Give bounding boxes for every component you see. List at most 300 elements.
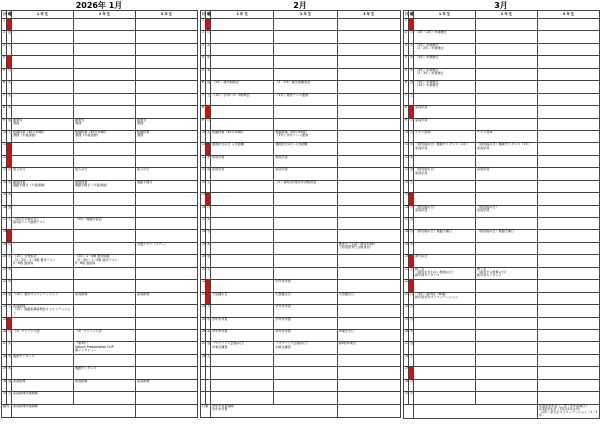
column-header: 3 年 生 [136, 11, 198, 19]
event-cell [476, 242, 538, 254]
day-number: 7 [404, 93, 409, 105]
day-number: 19 [201, 242, 206, 254]
day-number: 22 [2, 280, 7, 292]
day-number: 16 [201, 205, 206, 217]
event-cell [12, 267, 74, 279]
event-cell [476, 19, 538, 31]
day-number: 1 [404, 19, 409, 31]
event-cell: 家庭訪問 [74, 292, 136, 304]
notes-label: 備考 [2, 404, 12, 417]
column-header: 曜 [409, 11, 414, 19]
event-cell [136, 218, 198, 230]
day-row [201, 242, 401, 254]
event-cell [74, 81, 136, 93]
weekday-cell: 火 [409, 218, 414, 230]
event-cell [74, 43, 136, 55]
event-cell [538, 267, 600, 279]
event-cell [337, 354, 400, 366]
holiday-weekday-cell: 日 [206, 106, 211, 118]
day-row [404, 155, 600, 167]
column-header: 3 年 生 [337, 11, 400, 19]
event-cell: 選考日（入試・選考3年B） （特別選考日合格発表） [337, 242, 400, 254]
event-cell [74, 230, 136, 242]
weekday-cell: 土 [409, 354, 414, 366]
weekday-cell: 月 [7, 242, 12, 254]
event-cell [538, 255, 600, 267]
event-cell [74, 354, 136, 366]
day-number: 21 [2, 267, 7, 279]
day-number: 24 [404, 305, 409, 317]
column-header: 1 年 生 [211, 11, 274, 19]
event-cell: 始業式 清掃 [12, 118, 74, 130]
event-cell [211, 305, 274, 317]
day-number: 14 [201, 180, 206, 192]
day-number: 17 [2, 218, 7, 230]
weekday-cell: 火 [206, 130, 211, 142]
event-cell: （探究後の日） 家庭学習 [414, 168, 476, 180]
event-cell: （1年）全校集会 （1・2年）1～4限 選考テスト 5～6限 面談等 [12, 255, 74, 267]
event-cell [74, 143, 136, 155]
day-row [404, 379, 600, 391]
day-number: 16 [404, 205, 409, 217]
day-row [404, 317, 600, 329]
event-cell [274, 118, 337, 130]
event-cell [74, 392, 136, 404]
day-number: 2 [2, 31, 7, 43]
weekday-cell: 火 [409, 130, 414, 142]
event-cell: （1年・2年）卒業旅行 [414, 31, 476, 43]
day-row [201, 143, 401, 155]
day-number: 13 [201, 168, 206, 180]
day-number: 21 [404, 267, 409, 279]
day-number: 28 [404, 354, 409, 366]
event-cell [476, 180, 538, 192]
empty-row [201, 379, 401, 391]
weekday-cell: 金 [7, 118, 12, 130]
notes-label: 行事 [201, 404, 211, 417]
weekday-cell: 水 [7, 180, 12, 192]
holiday-weekday-cell: 日 [206, 280, 211, 292]
day-number: 15 [201, 193, 206, 205]
day-number: 4 [404, 56, 409, 68]
holiday-weekday-cell: 日 [206, 193, 211, 205]
weekday-cell: 金 [206, 168, 211, 180]
event-cell [538, 317, 600, 329]
weekday-cell: 土 [206, 180, 211, 192]
weekday-cell: 月 [7, 68, 12, 80]
day-row [2, 68, 198, 80]
event-cell [337, 130, 400, 142]
day-number: 26 [201, 329, 206, 341]
day-row [201, 193, 401, 205]
event-cell [538, 205, 600, 217]
day-row [201, 31, 401, 43]
day-row [2, 317, 198, 329]
day-number: 3 [201, 43, 206, 55]
holiday-weekday-cell: 金 [409, 255, 414, 267]
day-row [2, 31, 198, 43]
day-row [201, 267, 401, 279]
event-cell [476, 68, 538, 80]
weekday-cell: 木 [206, 68, 211, 80]
empty-cell [337, 392, 400, 404]
event-cell [136, 205, 198, 217]
day-number: 20 [201, 255, 206, 267]
event-cell [337, 180, 400, 192]
column-header: 3 年 生 [538, 11, 600, 19]
day-number: 14 [2, 180, 7, 192]
event-cell: （探究後の日）進路予備日 [476, 230, 538, 242]
event-cell: 短縮授業（45分×4時） 清掃（午後清掃） [12, 130, 74, 142]
day-number: 20 [404, 255, 409, 267]
event-cell [337, 93, 400, 105]
event-cell [476, 305, 538, 317]
weekday-cell: 水 [409, 230, 414, 242]
event-cell: テスト返却 [414, 130, 476, 142]
day-row [2, 81, 198, 93]
day-number: 10 [2, 130, 7, 142]
event-cell: （1年）1～4限 選考面接 （2・3年）1～4限 進学テスト 5～6限 面談等 [74, 255, 136, 267]
day-row [404, 342, 600, 354]
weekday-cell: 火 [206, 43, 211, 55]
day-row [404, 354, 600, 366]
event-cell [414, 193, 476, 205]
event-cell [538, 19, 600, 31]
day-row [201, 168, 401, 180]
event-cell: 学年末考査 [274, 317, 337, 329]
event-cell [476, 93, 538, 105]
event-cell [274, 56, 337, 68]
event-cell [74, 280, 136, 292]
day-number: 18 [404, 230, 409, 242]
weekday-cell: 金 [7, 292, 12, 304]
event-cell [538, 280, 600, 292]
event-cell: 家庭学習 [414, 106, 476, 118]
day-row [2, 255, 198, 267]
day-number: 9 [2, 118, 7, 130]
event-cell [74, 106, 136, 118]
weekday-cell: 土 [206, 267, 211, 279]
day-number: 28 [2, 354, 7, 366]
event-cell [337, 218, 400, 230]
weekday-cell: 土 [409, 267, 414, 279]
event-cell [538, 180, 600, 192]
column-header: 日 [201, 11, 206, 19]
event-cell [274, 193, 337, 205]
event-cell: 成人の日 [74, 168, 136, 180]
day-number: 8 [404, 106, 409, 118]
event-cell [136, 267, 198, 279]
event-cell [136, 155, 198, 167]
day-number: 1 [201, 19, 206, 31]
event-cell [274, 68, 337, 80]
event-cell [476, 193, 538, 205]
event-cell [136, 68, 198, 80]
event-cell [136, 342, 198, 354]
day-row [201, 19, 401, 31]
event-cell: （1年）新年度（準備） 新年度学年オリエンテーション [414, 292, 476, 304]
event-cell [337, 155, 400, 167]
day-number: 9 [404, 118, 409, 130]
notes-text [414, 404, 538, 418]
weekday-cell: 火 [7, 168, 12, 180]
weekday-cell: 火 [7, 255, 12, 267]
event-cell [414, 242, 476, 254]
event-cell [211, 354, 274, 366]
notes-row [201, 404, 401, 417]
day-number: 6 [201, 81, 206, 93]
day-row [2, 205, 198, 217]
event-cell: （探究後の日）進級ガイダンス（1年） 家庭学習 [476, 143, 538, 155]
day-row [201, 292, 401, 304]
empty-row [201, 367, 401, 379]
weekday-cell: 火 [7, 342, 12, 354]
event-cell [274, 31, 337, 43]
day-number: 6 [404, 81, 409, 93]
event-cell [414, 379, 476, 391]
day-row [404, 292, 600, 304]
weekday-cell: 土 [7, 305, 12, 317]
day-row [201, 230, 401, 242]
event-cell [136, 93, 198, 105]
day-number: 9 [201, 118, 206, 130]
empty-cell [274, 379, 337, 391]
event-cell: 家庭訪問 （1年）進路指導説明会オリエンテーション [12, 305, 74, 317]
event-cell [74, 267, 136, 279]
day-row [404, 106, 600, 118]
day-row [404, 168, 600, 180]
day-number: 27 [201, 342, 206, 354]
event-cell [538, 392, 600, 404]
event-cell [211, 31, 274, 43]
event-cell [414, 155, 476, 167]
event-cell [74, 31, 136, 43]
event-cell [74, 155, 136, 167]
event-cell [476, 118, 538, 130]
weekday-cell: 金 [7, 205, 12, 217]
event-cell: 家庭訪問 [136, 292, 198, 304]
event-cell [136, 280, 198, 292]
day-number: 5 [404, 68, 409, 80]
weekday-cell: 木 [7, 367, 12, 379]
day-row [404, 242, 600, 254]
event-cell [211, 56, 274, 68]
weekday-cell: 木 [7, 106, 12, 118]
event-cell [136, 31, 198, 43]
weekday-cell: 土 [7, 130, 12, 142]
event-cell: （2）マラソン大会 [74, 329, 136, 341]
empty-row [201, 392, 401, 404]
event-cell [538, 242, 600, 254]
event-cell [136, 56, 198, 68]
day-number: 5 [201, 68, 206, 80]
event-cell: 春分の日 [414, 255, 476, 267]
column-header: 2 年 生 [74, 11, 136, 19]
day-number: 27 [404, 342, 409, 354]
event-cell [538, 155, 600, 167]
month-title: 2月 [293, 1, 307, 10]
weekday-cell: 木 [206, 155, 211, 167]
day-number: 19 [404, 242, 409, 254]
day-number: 5 [2, 68, 7, 80]
weekday-cell: 火 [409, 43, 414, 55]
event-cell [414, 329, 476, 341]
event-cell: 建国記念の日 入学試験 [274, 143, 337, 155]
event-cell [337, 43, 400, 55]
day-row [201, 43, 401, 55]
day-row [201, 155, 401, 167]
event-cell [538, 56, 600, 68]
event-cell [337, 317, 400, 329]
weekday-cell: 木 [409, 155, 414, 167]
event-cell [538, 230, 600, 242]
day-row [404, 68, 600, 80]
day-row [2, 292, 198, 304]
day-row [201, 130, 401, 142]
weekday-cell: 金 [206, 81, 211, 93]
weekday-cell: 木 [206, 242, 211, 254]
day-row [2, 118, 198, 130]
holiday-weekday-cell: 日 [409, 106, 414, 118]
day-number: 24 [2, 305, 7, 317]
weekday-cell: 土 [409, 93, 414, 105]
event-cell [538, 68, 600, 80]
event-cell [12, 43, 74, 55]
weekday-cell: 水 [409, 56, 414, 68]
weekday-cell: 金 [206, 342, 211, 354]
day-number: 13 [2, 168, 7, 180]
weekday-cell: 金 [409, 81, 414, 93]
day-row [404, 118, 600, 130]
day-row [201, 255, 401, 267]
weekday-cell: 金 [7, 31, 12, 43]
event-cell [337, 68, 400, 80]
day-row [404, 193, 600, 205]
holiday-weekday-cell: 日 [206, 19, 211, 31]
weekday-cell: 木 [409, 68, 414, 80]
day-row [2, 168, 198, 180]
event-cell [476, 317, 538, 329]
event-cell: 通常授業 進路予備日（午後清掃） [74, 180, 136, 192]
event-cell [538, 43, 600, 55]
event-cell [274, 267, 337, 279]
event-cell [476, 367, 538, 379]
weekday-cell: 月 [409, 379, 414, 391]
weekday-cell: 金 [206, 255, 211, 267]
event-cell [12, 193, 74, 205]
event-cell [538, 118, 600, 130]
event-cell: 短縮授業（45分×4時） （1年）学年テーマ面談 [274, 130, 337, 142]
event-cell [12, 317, 74, 329]
event-cell [538, 342, 600, 354]
weekday-cell: 水 [206, 317, 211, 329]
day-row [201, 68, 401, 80]
day-row [2, 379, 198, 391]
event-cell: 学年末考査 [274, 329, 337, 341]
event-cell [74, 205, 136, 217]
event-cell: （探究後の日） 家庭学習 [414, 205, 476, 217]
event-cell [74, 242, 136, 254]
event-cell: （1年）進学オリエンテーション [12, 292, 74, 304]
holiday-weekday-cell: 日 [409, 19, 414, 31]
event-cell [476, 56, 538, 68]
event-cell: （1年）卒業旅行 （2・3年）卒業旅行 [414, 68, 476, 80]
event-cell [136, 193, 198, 205]
day-number: 3 [404, 43, 409, 55]
day-number: 17 [404, 218, 409, 230]
weekday-cell: 月 [7, 329, 12, 341]
event-cell [136, 354, 198, 366]
day-row [404, 280, 600, 292]
event-cell [337, 56, 400, 68]
day-row [2, 242, 198, 254]
event-cell [337, 280, 400, 292]
event-cell [414, 317, 476, 329]
day-number: 31 [404, 392, 409, 404]
notes-text-extra [337, 404, 400, 417]
event-cell [136, 81, 198, 93]
day-row [404, 305, 600, 317]
event-cell: （2・3年）進学保護者会 [274, 81, 337, 93]
day-number: 16 [2, 205, 7, 217]
weekday-cell: 月 [409, 205, 414, 217]
event-cell: 家庭訪問 [74, 379, 136, 391]
notes-text: 学年末考査期間 学年末考査 [211, 404, 338, 417]
event-cell: （探究後の日）進級ガイダンス（1年） 家庭学習 [414, 143, 476, 155]
day-number: 14 [404, 180, 409, 192]
day-row [2, 329, 198, 341]
event-cell [74, 19, 136, 31]
day-row [201, 81, 401, 93]
holiday-weekday-cell: 日 [409, 193, 414, 205]
event-cell: （第1年） Gakuin Presentation CUP 進インタビュー [74, 342, 136, 354]
column-header: 1 年 生 [414, 11, 476, 19]
event-cell: 卒業式予行 [337, 329, 400, 341]
event-cell: （探究後の日）進路予備日 [414, 230, 476, 242]
event-cell: 天皇誕生日 [211, 292, 274, 304]
event-cell [211, 193, 274, 205]
event-cell [274, 43, 337, 55]
event-cell [414, 93, 476, 105]
day-number: 10 [201, 130, 206, 142]
holiday-weekday-cell: 日 [7, 317, 12, 329]
event-cell: 家庭訪問実施期間 [12, 392, 74, 404]
event-cell [538, 93, 600, 105]
event-cell [538, 354, 600, 366]
event-cell [136, 230, 198, 242]
day-number: 31 [2, 392, 7, 404]
holiday-weekday-cell: 日 [7, 143, 12, 155]
day-row [2, 280, 198, 292]
event-cell: 学年末考査 [211, 317, 274, 329]
day-number: 26 [2, 329, 7, 341]
event-cell: 短縮授業（45分×4時） 清掃（午後清掃） [74, 130, 136, 142]
event-cell [538, 81, 600, 93]
day-number: 17 [201, 218, 206, 230]
weekday-cell: 水 [206, 56, 211, 68]
event-cell [274, 205, 337, 217]
day-row [201, 180, 401, 192]
event-cell: （1年）卒業旅行 （1年）卒業旅行 [414, 81, 476, 93]
event-cell [136, 329, 198, 341]
event-cell [538, 218, 600, 230]
day-number: 28 [201, 354, 206, 366]
event-cell [538, 143, 600, 155]
notes-row [404, 404, 600, 418]
day-number: 29 [404, 367, 409, 379]
event-cell [12, 205, 74, 217]
day-row [2, 19, 198, 31]
